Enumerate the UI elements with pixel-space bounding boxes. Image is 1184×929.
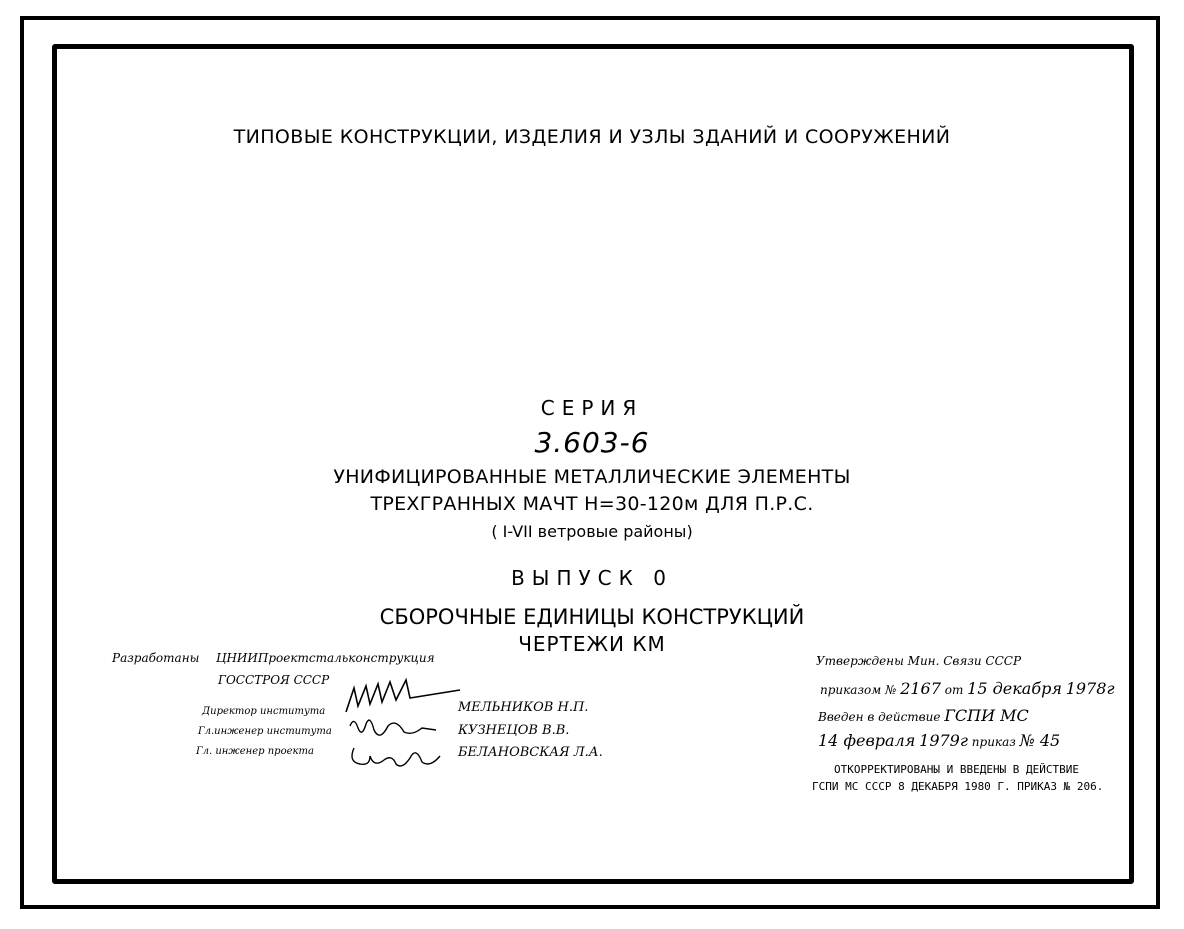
intro-year: 1979г	[919, 731, 968, 750]
intro-date-line	[818, 731, 1060, 750]
series-title-line-2: ТРЕХГРАННЫХ МАЧТ Н=30-120м ДЛЯ П.Р.С.	[370, 493, 814, 515]
approval-order-from: от	[944, 683, 964, 697]
name-project-engineer: БЕЛАНОВСКАЯ Л.А.	[458, 745, 603, 760]
approval-order-date: 15 декабря	[967, 679, 1062, 698]
name-chief-engineer: КУЗНЕЦОВ В.В.	[458, 723, 570, 738]
issue-subtitle: ЧЕРТЕЖИ КМ	[518, 632, 666, 656]
series-number: 3.603-6	[534, 426, 650, 459]
correction-line-2: ГСПИ МС СССР 8 ДЕКАБРЯ 1980 Г. ПРИКАЗ № 206.	[812, 780, 1104, 793]
document-header: ТИПОВЫЕ КОНСТРУКЦИИ, ИЗДЕЛИЯ И УЗЛЫ ЗДАНИЙ И СООРУЖЕНИЙ	[233, 126, 951, 148]
correction-line-1: ОТКОРРЕКТИРОВАНЫ И ВВЕДЕНЫ В ДЕЙСТВИЕ	[834, 763, 1080, 776]
approval-order-prefix: приказом №	[820, 683, 897, 697]
name-director: МЕЛЬНИКОВ Н.П.	[458, 700, 589, 715]
role-director: Директор института	[202, 706, 326, 717]
intro-number: № 45	[1019, 731, 1061, 750]
developer-label: Разработаны	[112, 651, 200, 665]
approval-order-year: 1978г	[1065, 679, 1115, 698]
series-title-line-1: УНИФИЦИРОВАННЫЕ МЕТАЛЛИЧЕСКИЕ ЭЛЕМЕНТЫ	[333, 466, 851, 488]
issue-label: ВЫПУСК 0	[511, 566, 673, 590]
developer-org-2: ГОССТРОЯ СССР	[218, 673, 330, 687]
role-project-engineer: Гл. инженер проекта	[196, 746, 314, 757]
approval-line-1: Утверждены Мин. Связи СССР	[816, 654, 1022, 668]
intro-line	[818, 706, 1029, 725]
intro-order: приказ	[971, 735, 1016, 749]
intro-date: 14 февраля	[818, 731, 916, 750]
issue-title: СБОРОЧНЫЕ ЕДИНИЦЫ КОНСТРУКЦИЙ	[379, 605, 805, 629]
series-title-line-3: ( I-VII ветровые районы)	[491, 522, 693, 541]
approval-order-line	[820, 679, 1115, 698]
developer-org: ЦНИИПроектстальконструкция	[216, 651, 435, 665]
intro-org: ГСПИ МС	[944, 706, 1029, 725]
series-label: СЕРИЯ	[540, 396, 644, 420]
role-chief-engineer: Гл.инженер института	[198, 726, 332, 737]
intro-prefix: Введен в действие	[818, 710, 941, 724]
signatures-graphic	[340, 676, 470, 776]
approval-order-number: 2167	[900, 679, 941, 698]
